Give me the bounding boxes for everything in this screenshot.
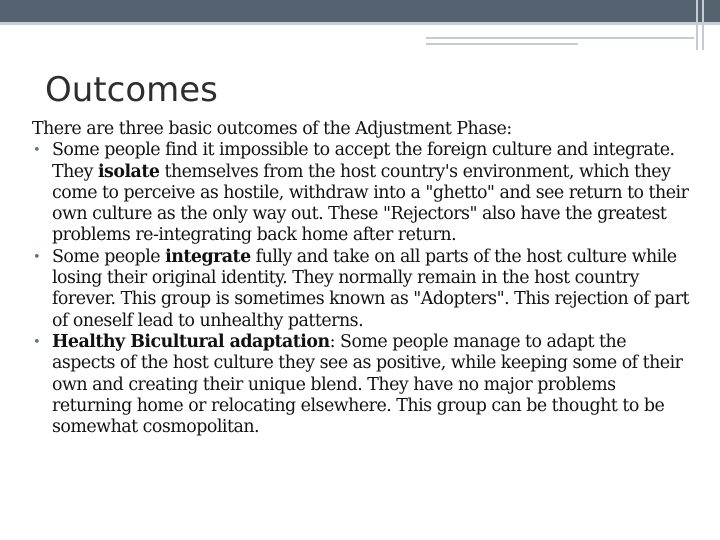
bullet-icon: • — [33, 334, 41, 350]
bullet-text-end: : Some people manage to adapt the aspects of the host culture they see as positive, while keeping some of their own and creating their unique blend. They have no major problems returning home or relocating elsewhere. This group can be thought to be somewhat cosmopolitan. — [52, 331, 683, 438]
bullet-text-start: Some people — [52, 246, 166, 267]
outcome-adopters — [32, 247, 692, 332]
accent-line-long — [426, 37, 694, 39]
slide-body — [32, 119, 692, 438]
bullet-bold-term: isolate — [97, 161, 160, 182]
bullet-bold-term: Healthy Bicultural adaptation — [52, 331, 330, 352]
bullet-text-start: Some people find it impossible to accept the foreign culture and integrate. They — [52, 140, 675, 182]
outcome-bicultural — [32, 332, 692, 438]
outcomes-list — [32, 140, 692, 438]
top-bar-light-band — [0, 22, 720, 25]
top-decorative-bar — [0, 0, 720, 26]
intro-text: There are three basic outcomes of the Adjustment Phase: — [32, 119, 512, 139]
accent-line-short — [426, 43, 578, 45]
bullet-text-end: fully and take on all parts of the host culture while losing their original identity. They normally remain in the host country forever. This group is sometimes known as "Adopters". This rejection of part of oneself lead to unhealthy patterns. — [52, 246, 689, 331]
slide-title: Outcomes — [45, 70, 218, 110]
outcome-rejectors — [32, 140, 692, 246]
bullet-text-end: themselves from the host country's environment, which they come to perceive as hostile, withdraw into a "ghetto" and see return to their own culture as the only way out. These "Rejectors" also have the greatest problems re-integrating back home after return. — [52, 161, 689, 246]
accent-vertical-line-left — [696, 0, 698, 50]
bullet-bold-term: integrate — [165, 246, 251, 267]
top-bar-dark-band — [0, 0, 720, 22]
bullet-icon: • — [33, 143, 41, 159]
accent-vertical-line-right — [702, 0, 704, 50]
bullet-icon: • — [33, 249, 41, 265]
